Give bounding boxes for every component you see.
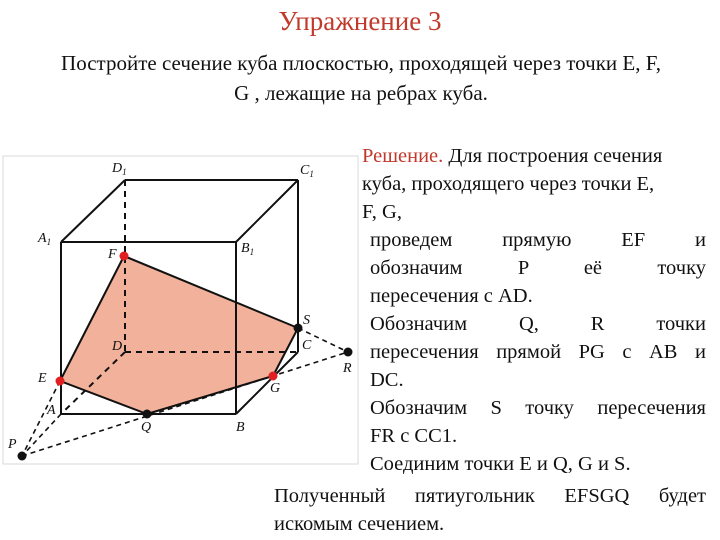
solution-l1-text: Для построения сечения <box>448 145 663 167</box>
point-s <box>294 324 303 333</box>
label-b: B <box>236 420 245 435</box>
label-e: E <box>38 371 47 386</box>
label-g: G <box>270 381 281 396</box>
label-c: C <box>302 338 312 353</box>
slide-title: Упражнение 3 <box>278 6 442 36</box>
solution-line-7: Обозначим Q, R точки <box>370 313 706 335</box>
label-b1: $B_1$ <box>241 241 255 257</box>
solution-line-12: Соединим точки E и Q, G и S. <box>370 453 631 475</box>
solution-line-9: DC. <box>370 369 404 391</box>
label-f: F <box>108 247 117 262</box>
task-line-2: G , лежащие на ребрах куба. <box>234 81 488 105</box>
solution-line-2: куба, проходящего через точки E, <box>362 173 655 195</box>
label-a: A <box>47 403 56 418</box>
task-line-1: Постройте сечение куба плоскостью, проходящей через точки E, F, <box>61 51 661 75</box>
conclusion-line-1: Полученный пятиугольник EFSGQ будет <box>274 485 706 507</box>
line-ep <box>22 381 60 456</box>
label-q: Q <box>141 420 152 435</box>
label-s: S <box>303 313 310 328</box>
edge-b1c1 <box>236 180 298 242</box>
conclusion-text <box>274 482 706 538</box>
solution-line-8: пересечения прямой PG с AB и <box>370 341 706 363</box>
label-c1: $C_1$ <box>300 163 314 179</box>
label-a1: $A_1$ <box>38 231 52 247</box>
cube-svg <box>0 152 362 470</box>
conclusion-line-2: искомым сечением. <box>274 513 445 535</box>
solution-line-1 <box>362 142 706 170</box>
label-p: P <box>8 437 17 452</box>
solution-line-4: проведем прямую EF и <box>370 229 706 251</box>
point-p <box>18 452 27 461</box>
point-g <box>269 372 278 381</box>
solution-line-6: пересечения с AD. <box>370 285 533 307</box>
point-r <box>344 348 353 357</box>
label-r: R <box>343 361 352 376</box>
point-e <box>56 377 65 386</box>
cube-diagram <box>0 152 362 470</box>
label-d1: $D_1$ <box>112 161 127 177</box>
solution-line-3: F, G, <box>362 201 402 223</box>
solution-text <box>362 142 706 478</box>
label-d: D <box>112 339 123 354</box>
solution-label: Решение. <box>362 145 444 167</box>
solution-line-11: FR с CC1. <box>370 425 458 447</box>
edge-a1d1 <box>61 180 125 242</box>
solution-line-5: обозначим P её точку <box>370 257 706 279</box>
point-q <box>143 410 152 419</box>
point-f <box>120 252 129 261</box>
task-text <box>14 48 708 108</box>
solution-line-10: Обозначим S точку пересечения <box>370 397 706 419</box>
